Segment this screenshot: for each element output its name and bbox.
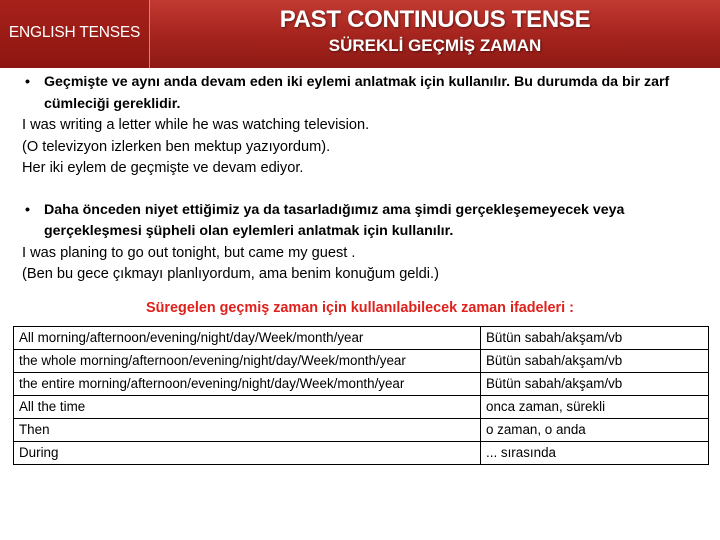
bullet-point-2 xyxy=(22,200,702,243)
time-expressions-table xyxy=(13,326,709,465)
turkish-meaning-cell: ... sırasında xyxy=(481,442,709,465)
example-sentence: I was writing a letter while he was watching television. xyxy=(22,117,370,133)
header-bar xyxy=(0,0,720,68)
example-translation: (O televizyon izlerken ben mektup yazıyordum). xyxy=(22,138,331,155)
bullet-dot-icon: • xyxy=(25,74,30,90)
bullet-text: Daha önceden niyet ettiğimiz ya da tasarladığımız ama şimdi gerçekleşemeyecek veya gerçekleşmesi şüpheli olan eylemleri anlatmak için kullanılır. xyxy=(44,201,625,239)
category-badge-label: ENGLISH TENSES xyxy=(8,24,141,41)
turkish-meaning-cell: Bütün sabah/akşam/vb xyxy=(481,327,709,350)
table-row xyxy=(14,419,709,442)
slide-body xyxy=(22,72,702,286)
table-row xyxy=(14,442,709,465)
table-row xyxy=(14,327,709,350)
bullet-text: Geçmişte ve aynı anda devam eden iki eylemi anlatmak için kullanılır. Bu durumda da bir zarf cümleciği gereklidir. xyxy=(44,74,670,112)
turkish-meaning-cell: onca zaman, sürekli xyxy=(481,396,709,419)
table-row xyxy=(14,396,709,419)
turkish-meaning-cell: Bütün sabah/akşam/vb xyxy=(481,350,709,373)
turkish-meaning-cell: o zaman, o anda xyxy=(481,419,709,442)
slide-subtitle: SÜREKLİ GEÇMİŞ ZAMAN xyxy=(328,36,542,55)
table-row xyxy=(14,373,709,396)
english-expression-cell: All morning/afternoon/evening/night/day/Week/month/year xyxy=(14,327,481,350)
turkish-meaning-cell: Bütün sabah/akşam/vb xyxy=(481,373,709,396)
example-translation: (Ben bu gece çıkmayı planlıyordum, ama benim konuğum geldi.) xyxy=(22,266,439,282)
slide-title-block xyxy=(150,0,720,68)
english-expression-cell: Then xyxy=(14,419,481,442)
english-expression-cell: the whole morning/afternoon/evening/night/day/Week/month/year xyxy=(14,350,481,373)
english-expression-cell: All the time xyxy=(14,396,481,419)
example-sentence: I was planing to go out tonight, but came my guest . xyxy=(22,244,356,261)
example-note: Her iki eylem de geçmişte ve devam ediyor. xyxy=(22,160,304,176)
bullet-point-1 xyxy=(22,72,702,115)
english-expression-cell: the entire morning/afternoon/evening/night/day/Week/month/year xyxy=(14,373,481,396)
category-badge xyxy=(0,0,150,68)
english-expression-cell: During xyxy=(14,442,481,465)
bullet-dot-icon: • xyxy=(25,201,30,218)
table-row xyxy=(14,350,709,373)
slide-title: PAST CONTINUOUS TENSE xyxy=(279,6,591,33)
table-heading: Süregelen geçmiş zaman için kullanılabilecek zaman ifadeleri : xyxy=(146,300,574,316)
